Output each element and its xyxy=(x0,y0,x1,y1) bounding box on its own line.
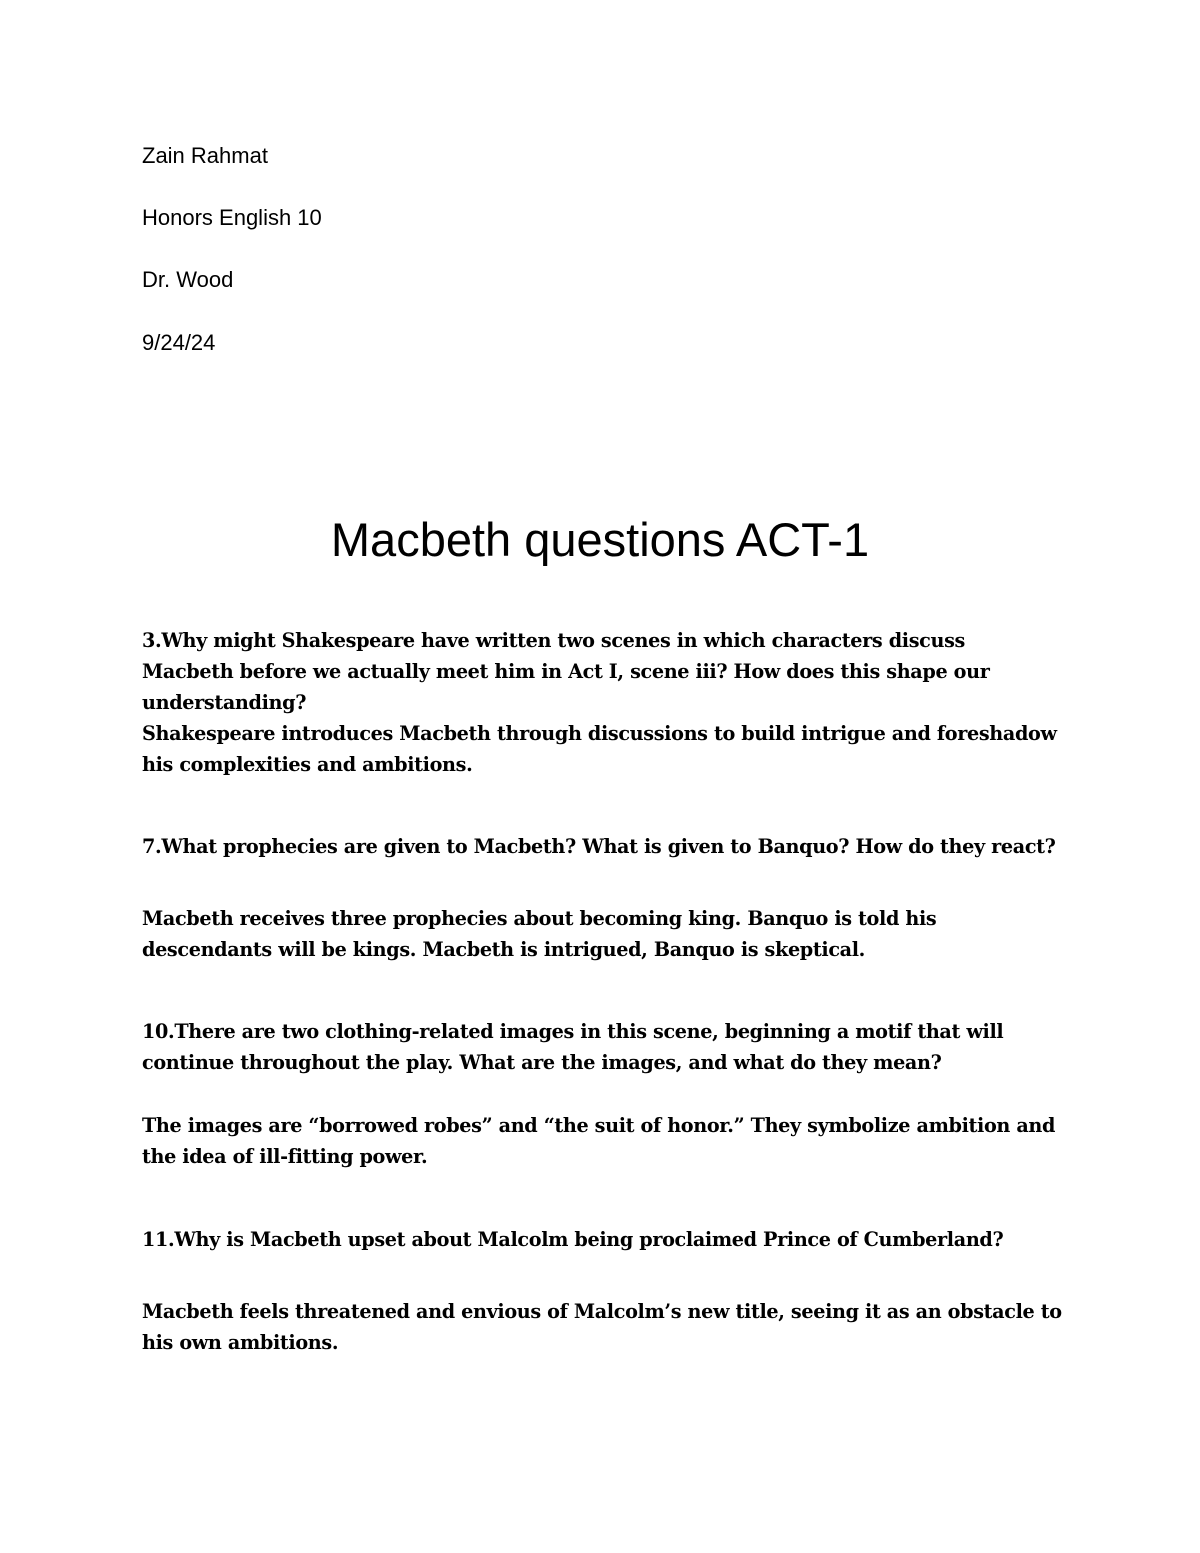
question-7: 7.What prophecies are given to Macbeth? What is given to Banquo? How do they react? xyxy=(142,835,1056,858)
question-3: 3.Why might Shakespeare have written two scenes in which characters discuss Macbeth before we actually meet him in Act I, scene iii? How does this shape our understanding? xyxy=(142,629,990,714)
question-10: 10.There are two clothing-related images in this scene, beginning a motif that will continue throughout the play. What are the images, and what do they mean? xyxy=(142,1020,1004,1074)
answer-7: Macbeth receives three prophecies about becoming king. Banquo is told his descendants will be kings. Macbeth is intrigued, Banquo is skeptical. xyxy=(142,907,937,961)
question-11: 11.Why is Macbeth upset about Malcolm being proclaimed Prince of Cumberland? xyxy=(142,1228,1004,1251)
document-title: Macbeth questions ACT-1 xyxy=(330,513,870,566)
answer-10: The images are “borrowed robes” and “the suit of honor.” They symbolize ambition and the idea of ill-fitting power. xyxy=(142,1114,1056,1168)
student-name: Zain Rahmat xyxy=(142,143,268,168)
assignment-date: 9/24/24 xyxy=(142,330,216,355)
teacher-name: Dr. Wood xyxy=(142,267,234,292)
class-name: Honors English 10 xyxy=(142,205,322,230)
answer-11: Macbeth feels threatened and envious of Malcolm’s new title, seeing it as an obstacle to his own ambitions. xyxy=(142,1300,1062,1354)
answer-3: Shakespeare introduces Macbeth through discussions to build intrigue and foreshadow his complexities and ambitions. xyxy=(142,722,1057,776)
